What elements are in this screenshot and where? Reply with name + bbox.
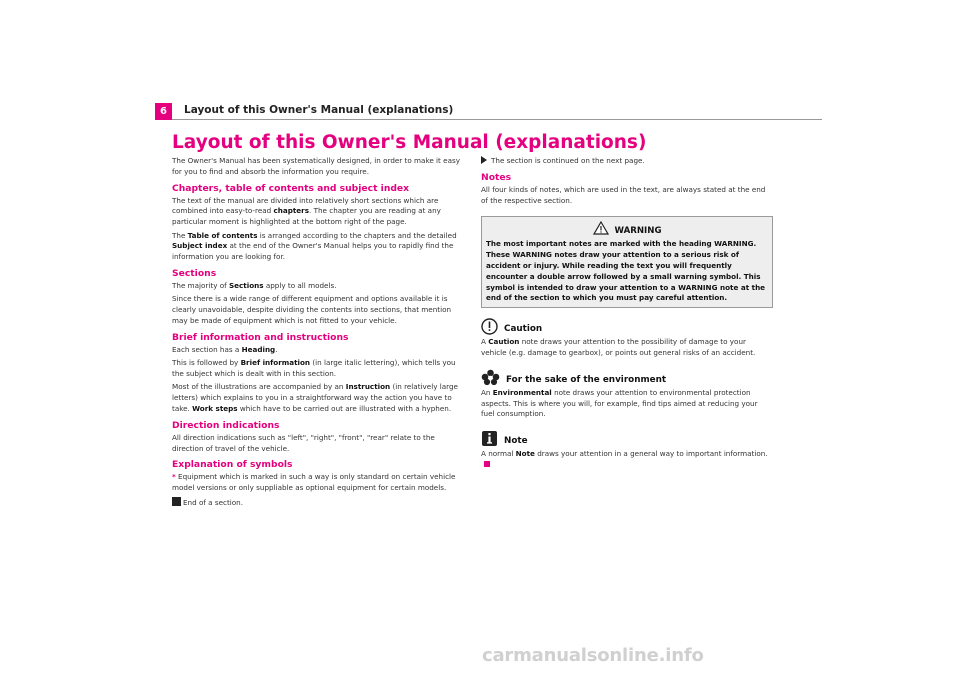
symbols-paragraph: * Equipment which is marked in such a way is only standard on certain vehicle model versions or only suppliable as optional equipment for certain models. [172, 472, 456, 493]
continued-line: The section is continued on the next page. [481, 156, 773, 167]
end-of-section-line: End of a section. [172, 497, 466, 509]
header-rule [172, 119, 822, 120]
end-square-icon [172, 497, 181, 506]
flower-icon [481, 369, 500, 386]
brief-paragraph-1: Each section has a Heading. [172, 344, 278, 354]
direction-paragraph: All direction indications such as "left", "right", "front", "rear" relate to the direction of travel of the vehicle. [172, 432, 435, 453]
right-column [481, 156, 773, 473]
exclamation-circle-icon [481, 318, 498, 335]
section-heading-notes: Notes [481, 171, 512, 183]
section-heading-symbols: Explanation of symbols [172, 459, 293, 471]
page-title: Layout of this Owner's Manual (explanations) [172, 132, 647, 153]
intro-paragraph: The Owner's Manual has been systematically designed, in order to make it easy for you to find and absorb the information you require. [172, 156, 460, 176]
page-number: 6 [155, 103, 172, 120]
warning-heading: WARNING [486, 221, 768, 239]
watermark: carmanualsonline.info [482, 645, 704, 666]
section-heading-direction: Direction indications [172, 419, 280, 431]
end-square-icon [484, 461, 490, 467]
caution-heading: Caution [481, 318, 773, 337]
environment-heading: For the sake of the environment [481, 369, 773, 388]
running-header: Layout of this Owner's Manual (explanations) [184, 104, 454, 116]
info-icon [481, 430, 498, 447]
sections-paragraph-2: Since there is a wide range of different equipment and options available it is clearly unavoidable, despite dividing the contents into sections, that mention may be made of equipment which is not fitted to your vehicle. [172, 294, 452, 325]
caution-paragraph: A Caution note draws your attention to the possibility of damage to your vehicle (e.g. damage to gearbox), or points out general risks of an accident. [481, 337, 756, 357]
brief-paragraph-2: This is followed by Brief information (in large italic lettering), which tells you the subject which is dealt with in this section. [172, 358, 456, 378]
chapters-paragraph-2: The Table of contents is arranged according to the chapters and the detailed Subject index at the end of the Owner's Manual helps you to rapidly find the information you are looking for. [172, 230, 457, 262]
warning-triangle-icon [593, 221, 609, 235]
note-paragraph: A normal Note draws your attention in a general way to important information. [481, 449, 773, 471]
left-column [172, 156, 466, 511]
warning-body: The most important notes are marked with the heading WARNING. These WARNING notes draw your attention to a serious risk of accident or injury. While reading the text you will frequently encounter a double arrow followed by a small warning symbol. This symbol is intended to draw your attention to a WARNING note at the end of the section to which you must pay careful attention. [486, 239, 766, 303]
section-heading-chapters: Chapters, table of contents and subject index [172, 182, 410, 194]
star-symbol: * [172, 472, 176, 482]
section-heading-sections: Sections [172, 267, 217, 279]
arrow-right-icon [481, 156, 487, 164]
chapters-paragraph-1: The text of the manual are divided into relatively short sections which are combined into easy-to-read chapters. The chapter you are reading at any particular moment is highlighted at the bottom right of the page. [172, 195, 441, 227]
section-heading-brief: Brief information and instructions [172, 331, 349, 343]
warning-box [481, 216, 773, 308]
notes-paragraph: All four kinds of notes, which are used in the text, are always stated at the end of the respective section. [481, 184, 766, 205]
environment-paragraph: An Environmental note draws your attention to environmental protection aspects. This is where you will, for example, find tips aimed at reducing your fuel consumption. [481, 387, 758, 419]
note-heading: Note [481, 430, 773, 449]
brief-paragraph-3: Most of the illustrations are accompanied by an Instruction (in relatively large letters) which explains to you in a straightforward way the action you have to take. Work steps which have to be carried out are illustrated with a hyphen. [172, 382, 458, 413]
sections-paragraph-1: The majority of Sections apply to all models. [172, 280, 337, 290]
